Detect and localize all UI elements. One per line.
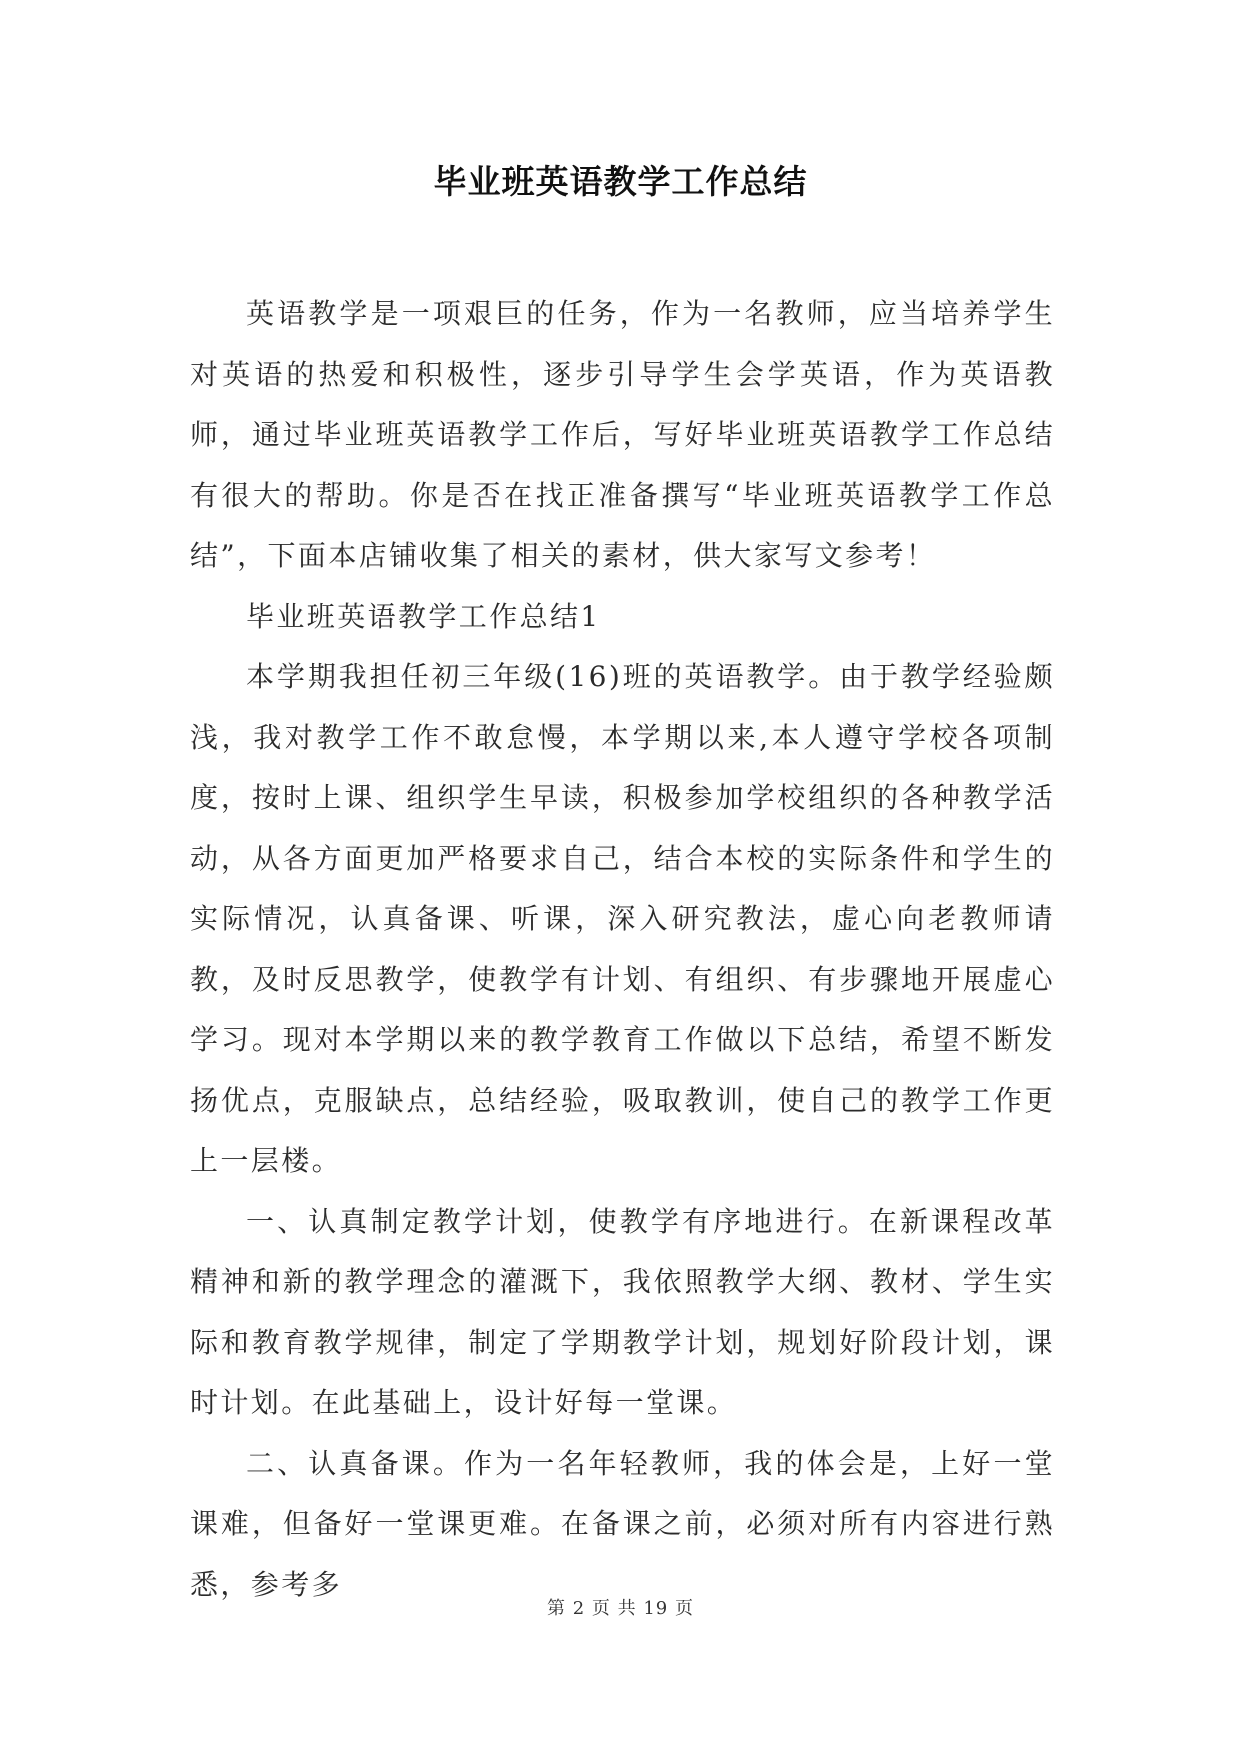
paragraph-point-two: 二、认真备课。作为一名年轻教师，我的体会是，上好一堂课难，但备好一堂课更难。在备课之前，必须对所有内容进行熟悉，参考多: [190, 1446, 1055, 1601]
page-number: 第 2 页 共 19 页: [547, 1598, 694, 1619]
section-heading: 毕业班英语教学工作总结1: [246, 599, 601, 633]
paragraph-intro: 英语教学是一项艰巨的任务，作为一名教师，应当培养学生对英语的热爱和积极性，逐步引导学生会学英语，作为英语教师，通过毕业班英语教学工作后，写好毕业班英语教学工作总结有很大的帮助。你是否在找正准备撰写“毕业班英语教学工作总结”，下面本店铺收集了相关的素材，供大家写文参考！: [190, 297, 1055, 572]
document-body: [190, 284, 1055, 1615]
paragraph-summary: 本学期我担任初三年级(16)班的英语教学。由于教学经验颇浅，我对教学工作不敢怠慢，本学期以来,本人遵守学校各项制度，按时上课、组织学生早读，积极参加学校组织的各种教学活动，从各方面更加严格要求自己，结合本校的实际条件和学生的实际情况，认真备课、听课，深入研究教法，虚心向老教师请教，及时反思教学，使教学有计划、有组织、有步骤地开展虚心学习。现对本学期以来的教学教育工作做以下总结，希望不断发扬优点，克服缺点，总结经验，吸取教训，使自己的教学工作更上一层楼。: [190, 660, 1055, 1177]
document-title: 毕业班英语教学工作总结: [433, 162, 808, 201]
paragraph-point-one: 一、认真制定教学计划，使教学有序地进行。在新课程改革精神和新的教学理念的灌溉下，我依照教学大纲、教材、学生实际和教育教学规律，制定了学期教学计划，规划好阶段计划，课时计划。在此基础上，设计好每一堂课。: [190, 1204, 1055, 1419]
